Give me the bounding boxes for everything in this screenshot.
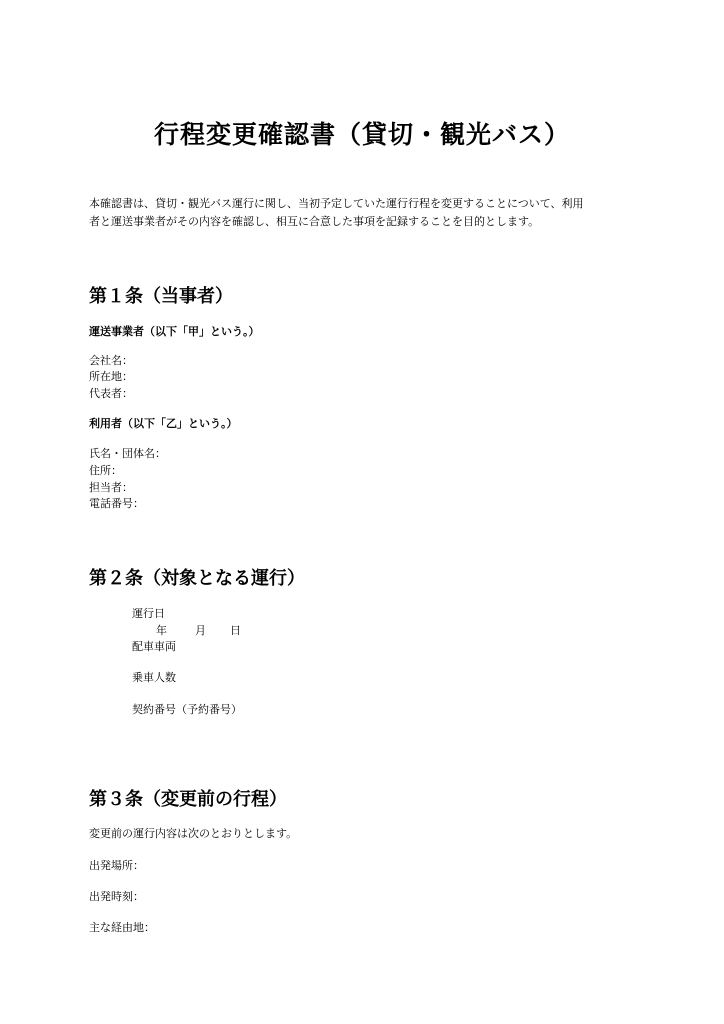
carrier-address-field: 所在地： <box>89 370 133 383</box>
departure-time-field: 出発時刻： <box>89 890 144 903</box>
article2-heading: 第２条（対象となる運行） <box>89 568 305 589</box>
operation-date-label: 運行日 <box>132 607 165 620</box>
intro-line: 者と運送事業者がその内容を確認し、相互に合意した事項を記録することを目的とします。 <box>89 215 540 228</box>
contract-number-label: 契約番号（予約番号） <box>132 703 242 716</box>
date-year-label: 年 <box>156 624 167 637</box>
departure-place-field: 出発場所： <box>89 859 144 872</box>
intro-paragraph <box>89 195 649 231</box>
article3-heading: 第３条（変更前の行程） <box>89 789 287 810</box>
user-heading: 利用者（以下「乙」という。） <box>89 417 238 430</box>
date-month-label: 月 <box>195 624 206 637</box>
intro-line: 本確認書は、貸切・観光バス運行に関し、当初予定していた運行行程を変更することについて、利用 <box>89 197 584 210</box>
user-name-field: 氏名・団体名： <box>89 447 166 460</box>
article3-description: 変更前の運行内容は次のとおりとします。 <box>89 827 298 840</box>
article1-heading: 第１条（当事者） <box>89 286 233 307</box>
carrier-representative-field: 代表者： <box>89 387 133 400</box>
user-address-field: 住所： <box>89 464 122 477</box>
vehicle-label: 配車車両 <box>132 640 176 653</box>
main-stops-field: 主な経由地： <box>89 921 155 934</box>
carrier-company-name-field: 会社名： <box>89 354 133 367</box>
date-day-label: 日 <box>230 624 241 637</box>
document-title: 行程変更確認書（貸切・観光バス） <box>153 120 570 149</box>
passengers-label: 乗車人数 <box>132 671 176 684</box>
user-phone-field: 電話番号： <box>89 497 144 510</box>
carrier-heading: 運送事業者（以下「甲」という。） <box>89 325 260 338</box>
user-contact-person-field: 担当者： <box>89 481 133 494</box>
